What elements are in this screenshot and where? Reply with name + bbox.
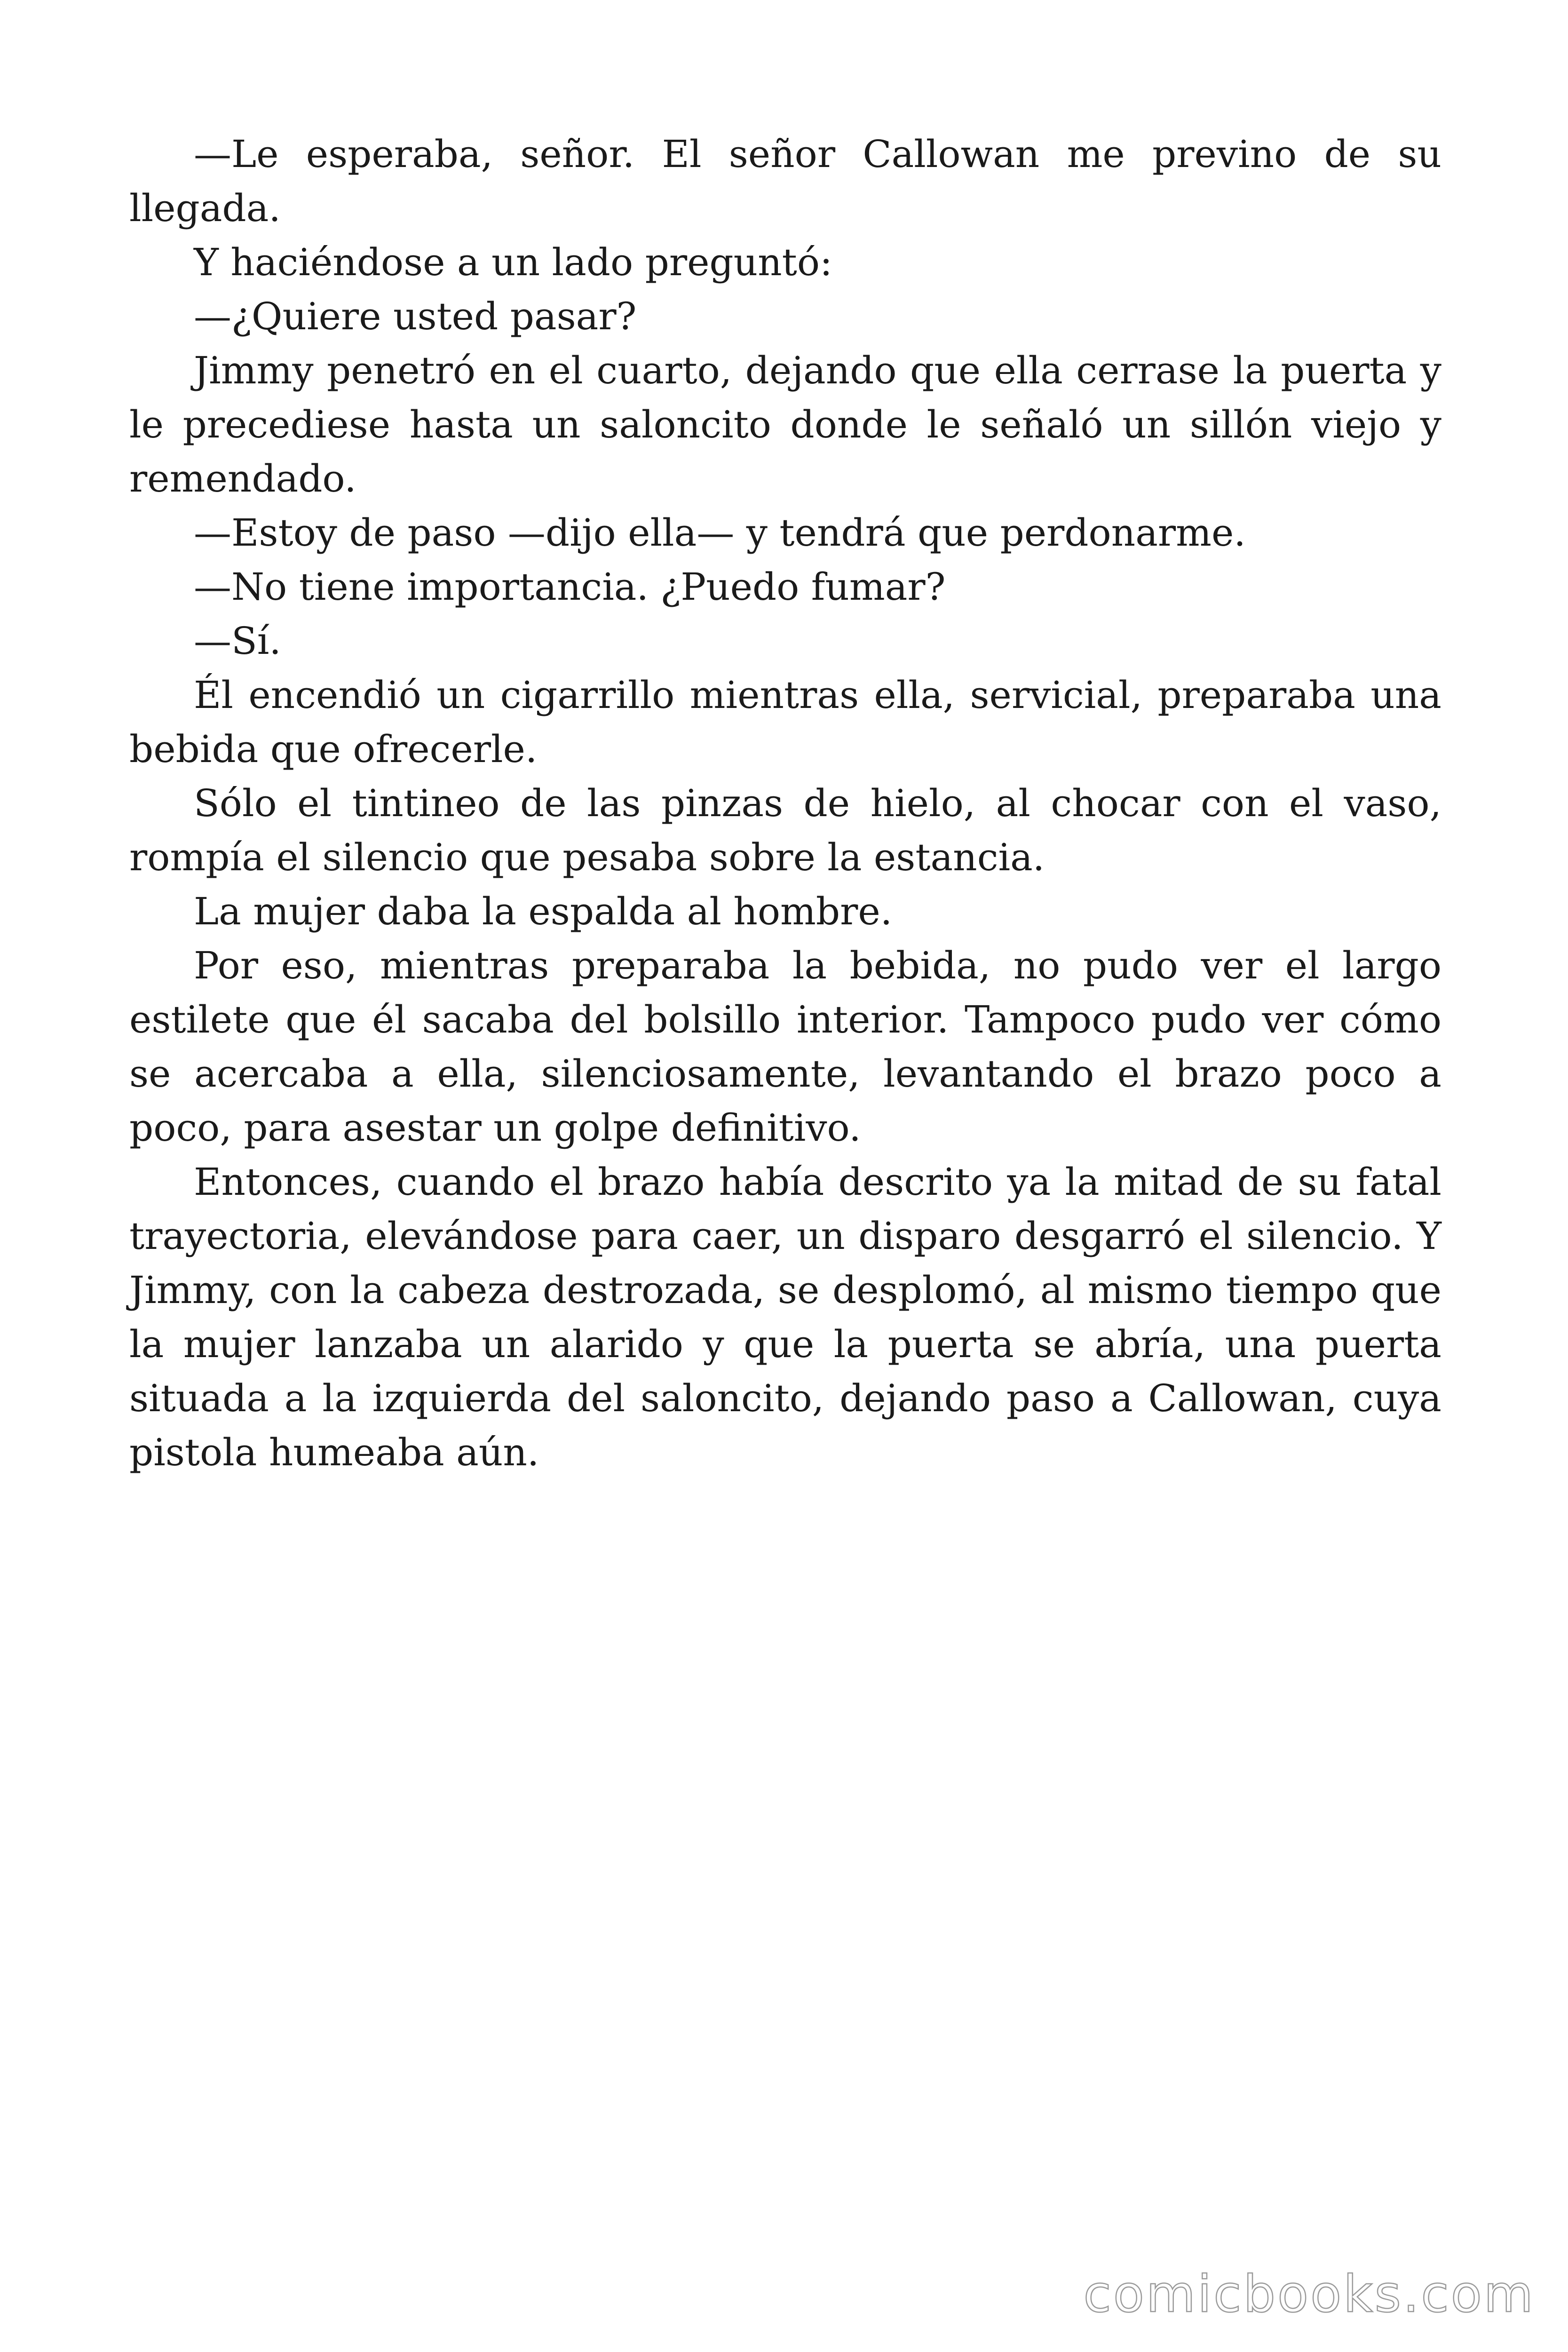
paragraph-12: Entonces, cuando el brazo había descrito ya la mitad de su fatal trayectoria, elevándose para caer, un disparo desgarró el silencio. Y Jimmy, con la cabeza destrozada, se desplomó, al mismo tiempo que la mujer lanzaba un alarido y que la puerta se abría, una puerta situada a la izquierda del saloncito, dejando paso a Callowan, cuya pistola humeaba aún. — [129, 1160, 1441, 1474]
body-text — [129, 127, 1441, 1479]
paragraph-4: Jimmy penetró en el cuarto, dejando que ella cerrase la puerta y le precediese hasta un saloncito donde le señaló un sillón viejo y remendado. — [129, 349, 1441, 501]
paragraph-8: Él encendió un cigarrillo mientras ella, servicial, preparaba una bebida que ofrecerle. — [129, 673, 1441, 771]
paragraph-9: Sólo el tintineo de las pinzas de hielo, al chocar con el vaso, rompía el silencio que pesaba sobre la estancia. — [129, 781, 1441, 879]
paragraph-3: —¿Quiere usted pasar? — [194, 294, 637, 338]
paragraph-6: —No tiene importancia. ¿Puedo fumar? — [194, 565, 946, 609]
paragraph-7: —Sí. — [194, 619, 281, 663]
paragraph-11: Por eso, mientras preparaba la bebida, no pudo ver el largo estilete que él sacaba del bolsillo interior. Tampoco pudo ver cómo se acercaba a ella, silenciosamente, levantando el brazo poco a poco, para asestar un golpe definitivo. — [129, 944, 1441, 1150]
paragraph-2: Y haciéndose a un lado preguntó: — [194, 240, 832, 284]
watermark-logo: comicbooks.com — [1083, 2265, 1535, 2324]
paragraph-5: —Estoy de paso —dijo ella— y tendrá que perdonarme. — [194, 511, 1246, 555]
paragraph-10: La mujer daba la espalda al hombre. — [194, 890, 893, 933]
paragraph-1: —Le esperaba, señor. El señor Callowan me previno de su llegada. — [129, 132, 1441, 230]
